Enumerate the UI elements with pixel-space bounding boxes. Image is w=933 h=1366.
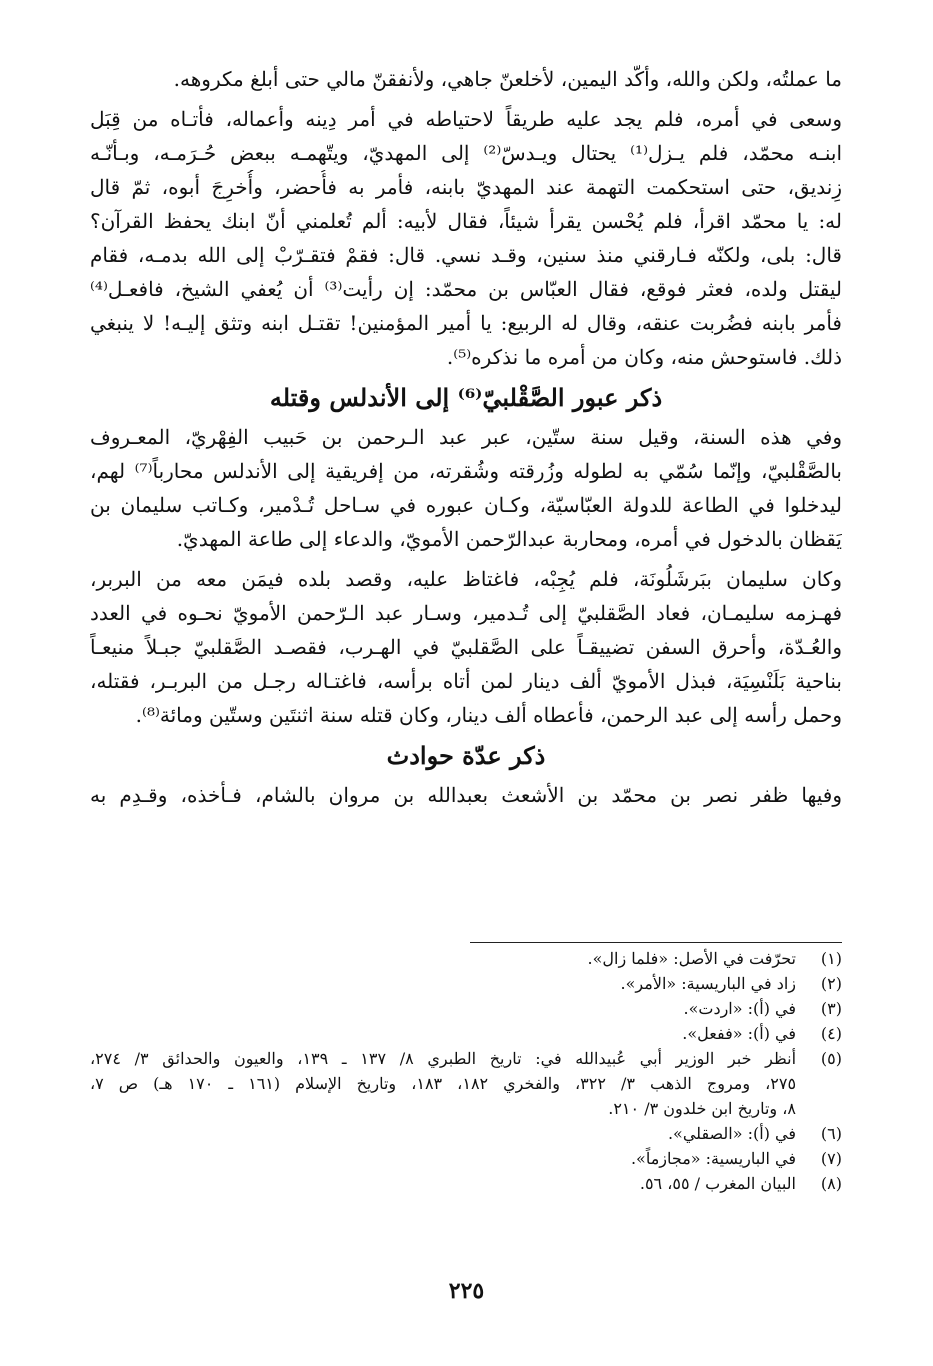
page-number: ٢٢٥	[448, 1278, 485, 1304]
footnote-text: البيان المغرب / ٥٥، ٥٦.	[639, 1174, 796, 1193]
footnote-item	[90, 1121, 842, 1146]
section-heading: ذكر عدّة حوادث	[386, 741, 546, 770]
footnotes	[90, 946, 842, 1196]
text-line: فهـزمه سليمـان، فعاد الصَّقلبيّ إلى تُـدمير، وسـار عبد الـرّحمن الأمويّ نحـوه في العدد	[90, 601, 842, 625]
footnote-text: تحرّفت في الأصل: «فلما زال».	[587, 949, 796, 968]
footnote-number: (٣)	[820, 999, 842, 1018]
footnote-item	[90, 1021, 842, 1046]
text-line: زِنديق، حتى استحكمت التهمة عند المهديّ بابنه، فأمر به فأُحضر، وأُخرِجَ أبوه، ثمّ قال	[90, 175, 842, 199]
footnote-item	[90, 1046, 842, 1121]
footnote-text: ٢٧٥، ومروج الذهب ٣/ ٣٢٢، والفخري ١٨٢، ١٨٣، وتاريخ الإسلام (١٦١ ـ ١٧٠ هـ) ص ٧،	[90, 1074, 796, 1093]
text-line: وفي هذه السنة، وقيل سنة ستّين، عبر عبد الـرحمن بن حَبيب الفِهْريّ، المعـروف	[90, 425, 842, 449]
footnote-item	[90, 946, 842, 971]
text-line: فأمر بابنه فضُربت عنقه، وقال له الربيع: يا أمير المؤمنين! تقتـل ابنه وتثق إليـه! لا ينبغي	[90, 311, 842, 335]
paragraph-3	[90, 420, 842, 556]
text-line: قال: بلى، ولكنّه فـارقني منذ سنين، وقـد نسي. قال: فقمْ فتقـرّبْ إلى الله بدمـه، فقام	[90, 243, 842, 267]
footnote-number: (٥)	[820, 1049, 842, 1068]
text-line: والعُـدّة، وأحرق السفن تضييقـاً على الصَّقلبيّ في الهـرب، فقصـد الصَّقلبيّ جبـلاً منيعـاً	[90, 635, 842, 659]
footnote-item	[90, 1146, 842, 1171]
text-line: ابنـه محمّد، فلم يـزل⁽¹⁾ يحتال ويـدسّ⁽²⁾ إلى المهديّ، ويتّهمـه ببعض حُـرَمـه، وبـأنّـه	[90, 141, 842, 165]
text-line: ليدخلوا في الطاعة للدولة العبّاسيّة، وكـان عبوره في سـاحل تُـدْمير، وكـاتب سليمان بن	[90, 493, 842, 517]
footnote-number: (١)	[820, 949, 842, 968]
footnote-text: زاد في الباريسية: «الأمر».	[620, 974, 796, 993]
text-line: بالصَّقْلبيّ، وإنّما سُمّي به لطوله وزُرقته وشُقرته، من إفريقية إلى الأندلس محارباً⁽⁷⁾ لهم،	[90, 459, 842, 483]
text-line: ذلك. فاستوحش منه، وكان من أمره ما نذكره⁽⁵⁾.	[446, 345, 842, 369]
text-line: له: يا محمّد اقرأ، فلم يُحْسن يقرأ شيئاً، فقال لأبيه: ألم تُعلمني أنّ ابنك يحفظ القرآن؟	[90, 209, 842, 233]
footnote-number: (٧)	[820, 1149, 842, 1168]
footnote-number: (٦)	[820, 1124, 842, 1143]
paragraph-4	[90, 562, 842, 732]
footnote-text: أنظر خبر الوزير أبي عُبيدالله في: تاريخ الطبري ٨/ ١٣٧ ـ ١٣٩، والعيون والحدائق ٣/ ٢٧٤،	[90, 1049, 796, 1068]
text-line: وكان سليمان ببَرشَلُونَة، فلم يُجِبْه، فاغتاظ عليه، وقصد بلده فيمَن معه من البربر،	[90, 567, 842, 591]
footnote-item	[90, 1171, 842, 1196]
footnote-number: (٨)	[820, 1174, 842, 1193]
text-line: ما عملتُه، ولكن والله، وأكّد اليمين، لأخلعنّ جاهي، ولأنفقنّ مالي حتى أبلغ مكروهه.	[173, 67, 842, 91]
footnote-divider	[470, 942, 842, 943]
paragraph-1	[90, 62, 842, 96]
footnote-number: (٤)	[820, 1024, 842, 1043]
text-line: يَقظان بالدخول في أمره، ومحاربة عبدالرّحمن الأمويّ، والدعاء إلى طاعة المهديّ.	[176, 527, 842, 551]
footnote-item	[90, 996, 842, 1021]
footnote-text: في الباريسية: «مجازماً».	[630, 1149, 796, 1168]
text-line: بناحية بَلَنْسِيَة، فبذل الأمويّ ألف دينار لمن أتاه برأسه، فاغتـاله رجـل من البربـر، فقتله،	[90, 669, 842, 693]
footnote-text: في (أ): «الصقلي».	[667, 1124, 796, 1143]
text-line: وفيها ظفر نصر بن محمّد بن الأشعث بعبدالله بن مروان بالشام، فـأخذه، وقـدِم به	[90, 783, 842, 807]
section-heading: ذكر عبور الصَّقْلبيّ⁽⁶⁾ إلى الأندلس وقتله	[269, 383, 663, 412]
footnote-text: في (أ): «اردت».	[683, 999, 796, 1018]
footnote-text: في (أ): «ففعل».	[682, 1024, 796, 1043]
paragraph-2	[90, 102, 842, 374]
text-line: ليقتل ولده، فعثر فوقع، فقال العبّاس بن محمّد: إن رأيت⁽³⁾ أن يُعفي الشيخ، فافعـل⁽⁴⁾	[90, 277, 842, 301]
footnote-item	[90, 971, 842, 996]
footnote-number: (٢)	[820, 974, 842, 993]
text-line: وحمل رأسه إلى عبد الرحمن، فأعطاه ألف دينار، وكان قتله سنة اثنتَين وستّين ومائة⁽⁸⁾.	[135, 703, 842, 727]
footnote-text: ٨، وتاريخ ابن خلدون ٣/ ٢١٠.	[608, 1099, 796, 1118]
text-line: وسعى في أمره، فلم يجد عليه طريقاً لاحتياطه في أمر دِينه وأعماله، فأتـاه من قِبَل	[90, 107, 842, 131]
paragraph-5	[90, 778, 842, 812]
main-text	[90, 62, 842, 812]
